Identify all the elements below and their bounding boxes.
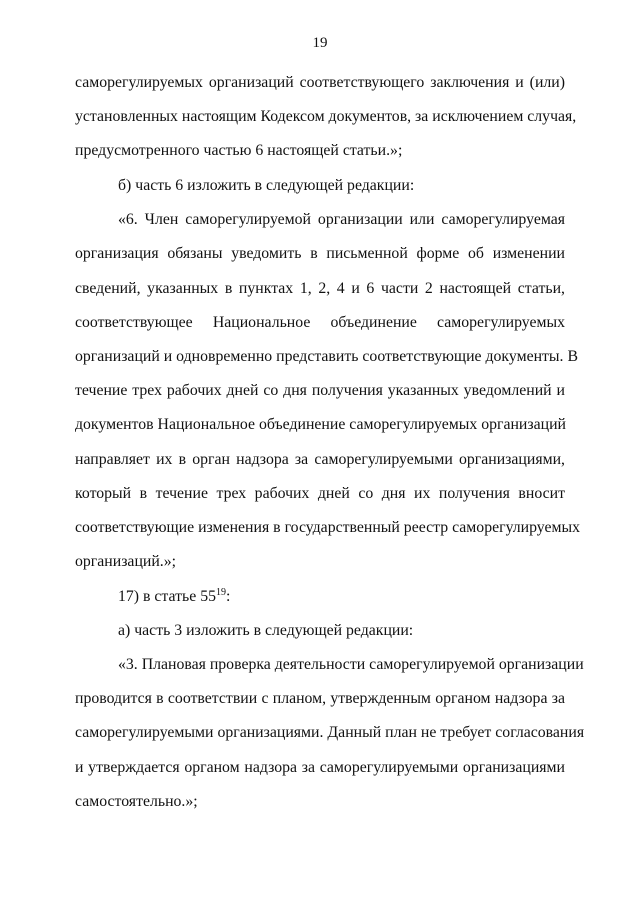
text-line: течение трех рабочих дней со дня получения указанных уведомлений и bbox=[75, 382, 565, 399]
text-line: организаций и одновременно представить соответствующие документы. В bbox=[75, 348, 578, 365]
text-line: «3. Плановая проверка деятельности саморегулируемой организации bbox=[118, 656, 584, 673]
text-line: саморегулируемыми организациями. Данный план не требует согласования bbox=[75, 724, 585, 741]
text-line: который в течение трех рабочих дней со дня их получения вносит bbox=[75, 485, 565, 502]
item-colon: : bbox=[226, 588, 231, 605]
text-line: саморегулируемых организаций соответствующего заключения и (или) bbox=[75, 74, 565, 91]
text-line: а) часть 3 изложить в следующей редакции: bbox=[118, 622, 414, 639]
text-line: направляет их в орган надзора за саморегулируемыми организациями, bbox=[75, 451, 565, 468]
text-line: самостоятельно.»; bbox=[75, 793, 198, 810]
item-heading bbox=[118, 587, 230, 607]
article-superscript: 19 bbox=[216, 587, 226, 598]
text-line: «6. Член саморегулируемой организации или саморегулируемая bbox=[118, 211, 565, 228]
text-line: документов Национальное объединение саморегулируемых организаций bbox=[75, 416, 566, 433]
text-line: проводится в соответствии с планом, утвержденным органом надзора за bbox=[75, 690, 565, 707]
text-line: организаций.»; bbox=[75, 553, 177, 570]
text-line: б) часть 6 изложить в следующей редакции: bbox=[118, 177, 415, 194]
text-line: организация обязаны уведомить в письменной форме об изменении bbox=[75, 245, 565, 262]
text-line: соответствующие изменения в государственный реестр саморегулируемых bbox=[75, 519, 581, 536]
text-line: сведений, указанных в пунктах 1, 2, 4 и 6 части 2 настоящей статьи, bbox=[75, 280, 565, 297]
text-line: установленных настоящим Кодексом документов, за исключением случая, bbox=[75, 108, 577, 125]
text-line: предусмотренного частью 6 настоящей статьи.»; bbox=[75, 142, 403, 159]
item-text: 17) в статье 55 bbox=[118, 588, 216, 605]
page-number: 19 bbox=[312, 35, 328, 51]
text-line: соответствующее Национальное объединение саморегулируемых bbox=[75, 314, 565, 331]
text-line: и утверждается органом надзора за саморегулируемыми организациями bbox=[75, 759, 565, 776]
